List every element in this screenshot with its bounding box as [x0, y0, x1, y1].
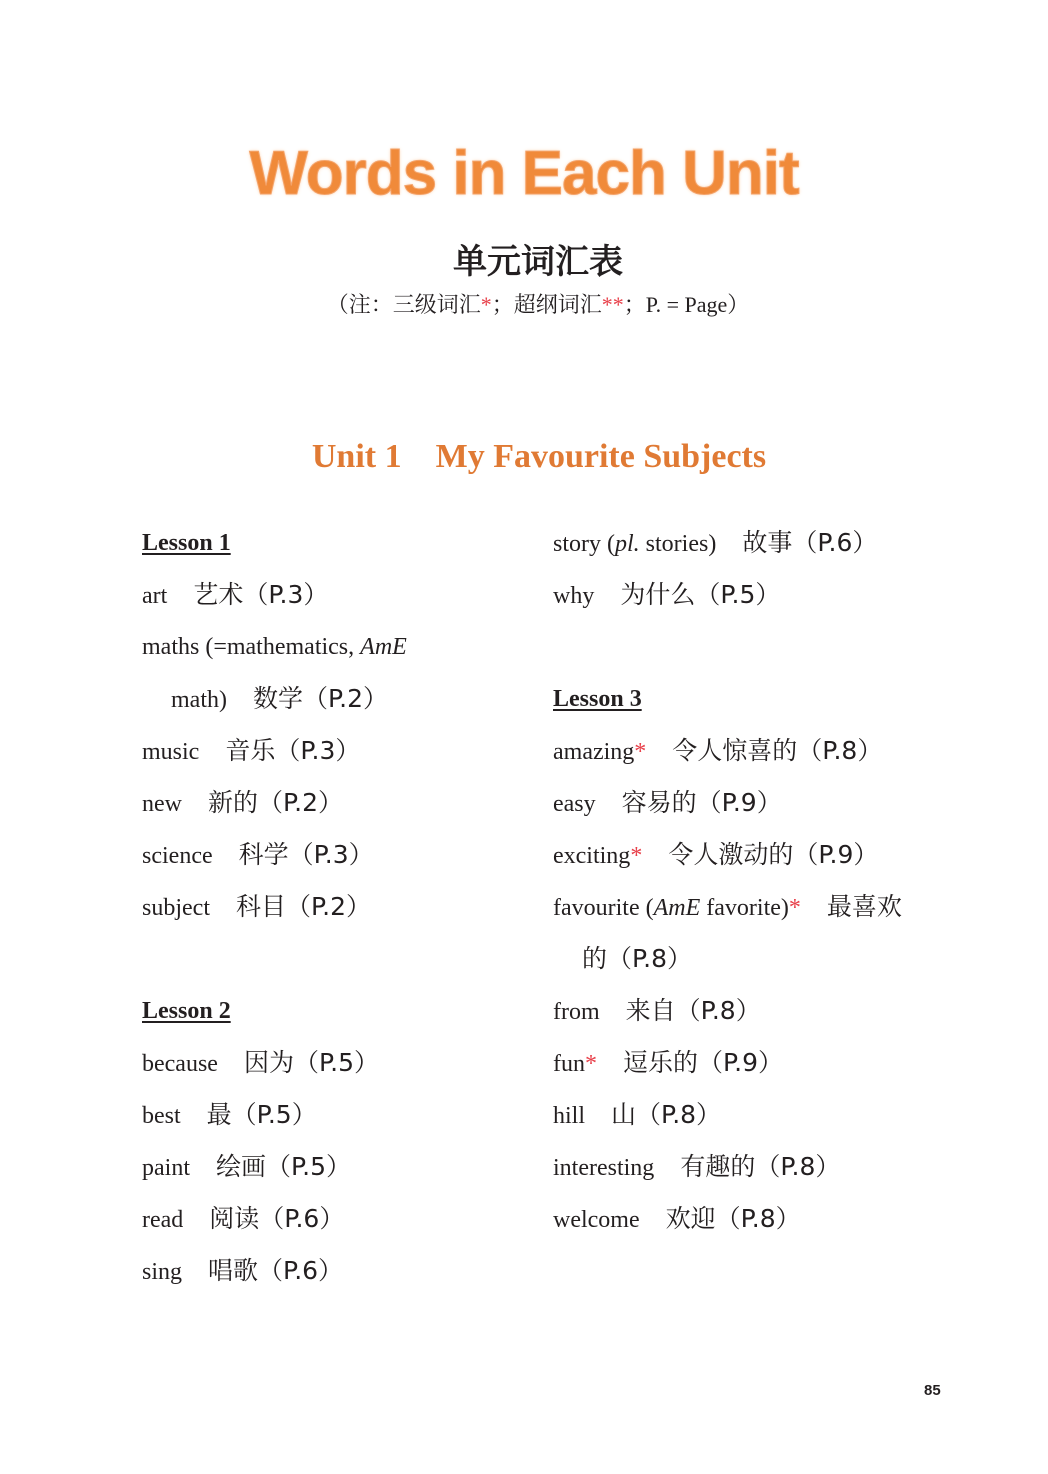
level-star: *	[634, 739, 647, 765]
page-title: Words in Each Unit	[249, 139, 799, 208]
lesson-1-heading: Lesson 1	[142, 530, 231, 556]
vocab-entry-sing	[142, 1249, 522, 1301]
vocab-entry-because	[142, 1041, 522, 1093]
entry-word: read	[142, 1207, 184, 1233]
vocab-entry-new	[142, 781, 522, 833]
section-spacer	[142, 937, 522, 989]
entry-translation: 来自（P.8）	[625, 996, 761, 1025]
entry-translation: 新的（P.2）	[207, 788, 344, 817]
note-open: （注：三级词汇	[326, 292, 481, 317]
entry-translation: 最喜欢	[826, 892, 902, 921]
vocab-entry-favourite	[553, 885, 953, 937]
entry-word: math)	[171, 687, 227, 713]
vocab-entry-interesting	[553, 1145, 953, 1197]
entry-word-rest: favorite)	[700, 895, 789, 921]
entry-translation: 数学（P.2）	[252, 684, 389, 713]
vocab-entry-maths-cont	[142, 677, 522, 729]
entry-word: sing	[142, 1259, 183, 1285]
vocab-entry-favourite-cont	[553, 937, 953, 989]
entry-translation: 科目（P.2）	[235, 892, 372, 921]
page-subtitle: 单元词汇表	[453, 242, 623, 282]
entry-word: art	[142, 583, 168, 609]
entry-ame-label: AmE	[653, 895, 701, 921]
entry-word: maths (=mathematics,	[142, 634, 361, 660]
lesson-2-heading: Lesson 2	[142, 998, 231, 1024]
level-star: *	[788, 895, 801, 921]
vocab-entry-read	[142, 1197, 522, 1249]
entry-word: hill	[553, 1103, 586, 1129]
vocab-entry-paint	[142, 1145, 522, 1197]
vocab-entry-exciting	[553, 833, 953, 885]
vocab-entry-why	[553, 573, 953, 625]
entry-translation: 唱歌（P.6）	[208, 1256, 344, 1285]
entry-word: why	[553, 583, 595, 609]
vocab-entry-art	[142, 573, 522, 625]
entry-word: subject	[142, 895, 210, 921]
vocab-entry-hill	[553, 1093, 953, 1145]
legend-note	[0, 288, 1048, 319]
entry-plural-label: pl.	[615, 531, 640, 557]
entry-translation: 艺术（P.3）	[193, 580, 329, 609]
note-star-single: *	[480, 292, 492, 317]
entry-translation: 容易的（P.9）	[621, 788, 782, 817]
left-column	[142, 521, 522, 1301]
level-star: *	[630, 843, 643, 869]
entry-translation: 绘画（P.5）	[216, 1152, 352, 1181]
vocab-entry-story	[553, 521, 953, 573]
vocab-entry-science	[142, 833, 522, 885]
vocab-entry-best	[142, 1093, 522, 1145]
entry-word: interesting	[553, 1155, 655, 1181]
unit-title: Unit 1 My Favourite Subjects	[311, 438, 767, 475]
entry-word: easy	[553, 791, 596, 817]
entry-word: fun	[553, 1051, 585, 1077]
entry-translation: 阅读（P.6）	[209, 1204, 345, 1233]
entry-word-rest: stories)	[639, 531, 717, 557]
vocab-entry-easy	[553, 781, 953, 833]
entry-word: favourite (	[553, 895, 654, 921]
vocab-entry-music	[142, 729, 522, 781]
note-star-double: **	[601, 292, 624, 317]
entry-translation: 欢迎（P.8）	[665, 1204, 801, 1233]
entry-translation: 令人激动的（P.9）	[668, 840, 879, 869]
vocab-entry-maths	[142, 625, 522, 677]
entry-ame-label: AmE	[360, 634, 407, 660]
entry-word: because	[142, 1051, 218, 1077]
entry-translation: 山（P.8）	[611, 1100, 722, 1129]
entry-word: paint	[142, 1155, 190, 1181]
entry-translation: 令人惊喜的（P.8）	[672, 736, 883, 765]
vocab-entry-welcome	[553, 1197, 953, 1249]
note-close: ；P. = Page）	[623, 292, 750, 317]
entry-word: best	[142, 1103, 181, 1129]
note-mid: ；超纲词汇	[491, 292, 602, 317]
entry-word: story (	[553, 531, 615, 557]
vocab-entry-fun	[553, 1041, 953, 1093]
entry-translation: 音乐（P.3）	[225, 736, 361, 765]
right-column	[553, 521, 953, 1249]
entry-word: from	[553, 999, 600, 1025]
page-number: 85	[924, 1382, 941, 1399]
entry-translation: 为什么（P.5）	[620, 580, 781, 609]
entry-translation: 的（P.8）	[582, 944, 693, 973]
level-star: *	[585, 1051, 597, 1077]
entry-translation: 最（P.5）	[206, 1100, 317, 1129]
entry-word: new	[142, 791, 182, 817]
section-spacer	[553, 625, 953, 677]
entry-translation: 因为（P.5）	[243, 1048, 379, 1077]
entry-translation: 故事（P.6）	[742, 528, 878, 557]
entry-word: science	[142, 843, 213, 869]
vocab-entry-amazing	[553, 729, 953, 781]
entry-word: welcome	[553, 1207, 640, 1233]
entry-translation: 逗乐的（P.9）	[623, 1048, 784, 1077]
vocab-entry-subject	[142, 885, 522, 937]
lesson-3-heading: Lesson 3	[553, 686, 642, 712]
entry-word: exciting	[553, 843, 631, 869]
vocab-entry-from	[553, 989, 953, 1041]
entry-word: amazing	[553, 739, 635, 765]
entry-translation: 有趣的（P.8）	[680, 1152, 841, 1181]
entry-word: music	[142, 739, 200, 765]
entry-translation: 科学（P.3）	[238, 840, 374, 869]
